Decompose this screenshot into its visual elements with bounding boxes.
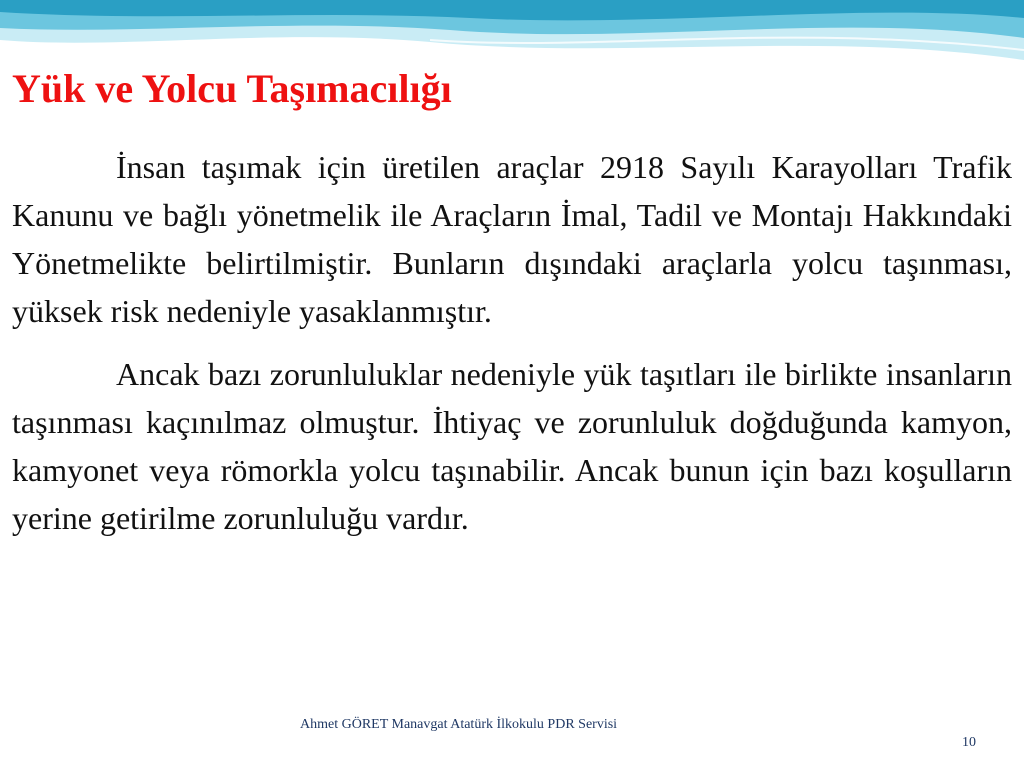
slide-number: 10 [962,735,976,750]
paragraph-2: Ancak bazı zorunluluklar nedeniyle yük taşıtları ile birlikte insanların taşınması kaçınılmaz olmuştur. İhtiyaç ve zorunluluk doğduğunda kamyon, kamyonet veya römorkla yolcu taşınabilir. Ancak bunun için bazı koşulların yerine getirilme zorunluluğu vardır. [12,356,1012,536]
footer-author: Ahmet GÖRET Manavgat Atatürk İlkokulu PDR Servisi [300,717,618,732]
slide-body [12,143,1012,557]
slide-title: Yük ve Yolcu Taşımacılığı [12,66,452,111]
paragraph-1: İnsan taşımak için üretilen araçlar 2918 Sayılı Karayolları Trafik Kanunu ve bağlı yönetmelik ile Araçların İmal, Tadil ve Montajı Hakkındaki Yönetmelikte belirtilmiştir. Bunların dışındaki araçlarla yolcu taşınması, yüksek risk nedeniyle yasaklanmıştır. [12,149,1012,329]
